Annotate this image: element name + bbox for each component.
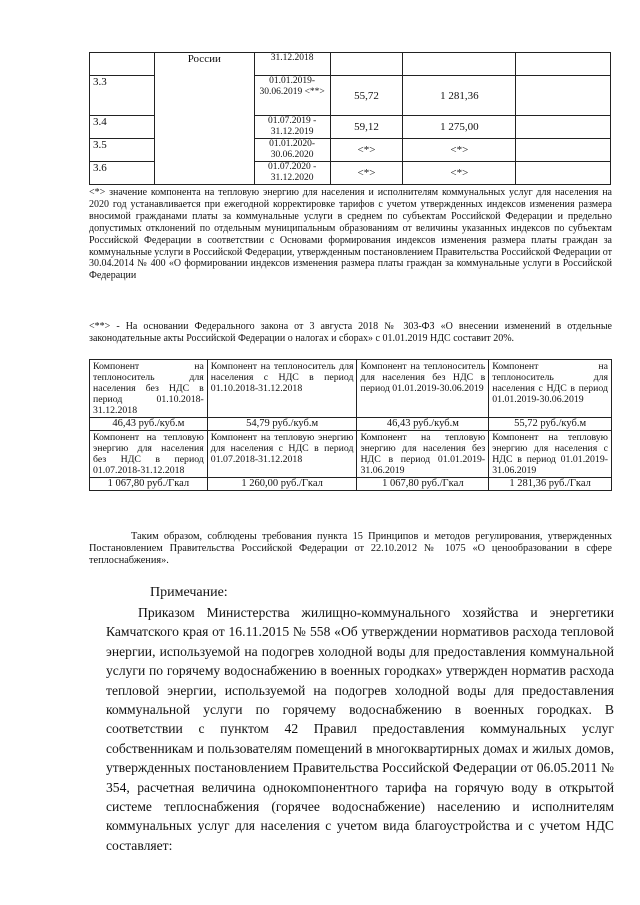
footnote-single-star: <*> значение компонента на тепловую энергию для населения и исполнителям коммунальных услуг для населения на 2020 год устанавливается при ежегодной корректировке тарифов с учетом утвержденных индексов изменения размера вносимой гражданами платы за коммунальные услуги в среднем по субъектам Российской Федерации и предельно допустимых отклонений по отдельным муниципальным образованиям от величины указанных индексов по субъектам Российской Федерации в соответствии с Основами формирования индексов изменения размера платы граждан за коммунальные услуги в Российской Федерации, утвержденным постановлением Правительства Российской Федерации от 30.04.2014 № 400 «О формировании индексов изменения размера платы граждан за коммунальные услуги в Российской Федерации [89,187,612,282]
value-cell: 55,72 [330,76,403,116]
row-number [90,53,155,76]
value-cell: <*> [403,162,516,185]
price-cell: 1 067,80 руб./Гкал [90,478,208,491]
summary-paragraph: Таким образом, соблюдены требования пункта 15 Принципов и методов регулирования, утвержденных Постановлением Правительства Российской Федерации от 22.10.2012 № 1075 «О ценообразовании в сфере теплоснабжения». [89,531,612,566]
region-cell: России [154,53,254,185]
empty-cell [516,162,611,185]
table-row [90,431,612,478]
heat-carrier-header: Компонент на теплоноситель для населения с НДС в период 01.01.2019-30.06.2019 [489,360,612,418]
price-cell: 1 067,80 руб./Гкал [357,478,489,491]
period-cell: 01.01.2019-30.06.2019 <**> [254,76,330,116]
price-cell: 1 260,00 руб./Гкал [207,478,357,491]
price-cell: 55,72 руб./куб.м [489,418,612,431]
heat-carrier-header: Компонент на теплоноситель для населения без НДС в период 01.10.2018-31.12.2018 [90,360,208,418]
price-cell: 46,43 руб./куб.м [357,418,489,431]
row-number: 3.5 [90,139,155,162]
component-table [89,359,612,491]
table-row [90,53,611,76]
row-number: 3.3 [90,76,155,116]
value-cell: <*> [330,139,403,162]
value-cell: <*> [403,139,516,162]
value-cell: <*> [330,162,403,185]
value-cell: 1 281,36 [403,76,516,116]
value-cell [403,53,516,76]
price-cell: 54,79 руб./куб.м [207,418,357,431]
heat-carrier-header: Компонент на теплоноситель для населения без НДС в период 01.01.2019-30.06.2019 [357,360,489,418]
empty-cell [516,116,611,139]
note-body: Приказом Министерства жилищно-коммунального хозяйства и энергетики Камчатского края от 16.11.2015 № 558 «Об утверждении нормативов расхода тепловой энергии, используемой на подогрев холодной воды для предоставления коммунальной услуги по горячему водоснабжению в военных городках» утвержден норматив расхода тепловой энергии, используемой на подогрев холодной воды для предоставления коммунальной услуги по горячему водоснабжению в военных городках. В соответствии с пунктом 42 Правил предоставления коммунальных услуг собственникам и пользователям помещений в многоквартирных домах и жилых домов, утвержденных постановлением Правительства Российской Федерации от 06.05.2011 № 354, расчетная величина однокомпонентного тарифа на горячую воду в открытой системе теплоснабжения (горячее водоснабжение) населению и исполнителям коммунальных услуг для населения с учетом вида благоустройства и с учетом НДС составляет: [106,605,614,853]
heat-carrier-header: Компонент на теплоноситель для населения с НДС в период 01.10.2018-31.12.2018 [207,360,357,418]
empty-cell [516,53,611,76]
footnote-double-star: <**> - На основании Федерального закона от 3 августа 2018 № 303-ФЗ «О внесении изменений в отдельные законодательные акты Российской Федерации о налогах и сборах» с 01.01.2019 НДС составит 20%. [89,321,612,344]
heat-energy-header: Компонент на тепловую энергию для населения без НДС в период 01.07.2018-31.12.2018 [90,431,208,478]
table-row [90,478,612,491]
table-row [90,418,612,431]
heat-energy-header: Компонент на тепловую энергию для населения без НДС в период 01.01.2019-31.06.2019 [357,431,489,478]
period-cell: 01.07.2019 - 31.12.2019 [254,116,330,139]
empty-cell [516,76,611,116]
price-cell: 46,43 руб./куб.м [90,418,208,431]
period-cell: 31.12.2018 [254,53,330,76]
period-cell: 01.01.2020-30.06.2020 [254,139,330,162]
row-number: 3.6 [90,162,155,185]
table-row [90,360,612,418]
tariff-table-fragment [89,52,611,185]
note-title: Примечание: [150,585,228,600]
row-number: 3.4 [90,116,155,139]
value-cell [330,53,403,76]
value-cell: 1 275,00 [403,116,516,139]
empty-cell [516,139,611,162]
price-cell: 1 281,36 руб./Гкал [489,478,612,491]
value-cell: 59,12 [330,116,403,139]
period-cell: 01.07.2020 - 31.12.2020 [254,162,330,185]
heat-energy-header: Компонент на тепловую энергию для населения с НДС в период 01.07.2018-31.12.2018 [207,431,357,478]
heat-energy-header: Компонент на тепловую энергию для населения с НДС в период 01.01.2019-31.06.2019 [489,431,612,478]
